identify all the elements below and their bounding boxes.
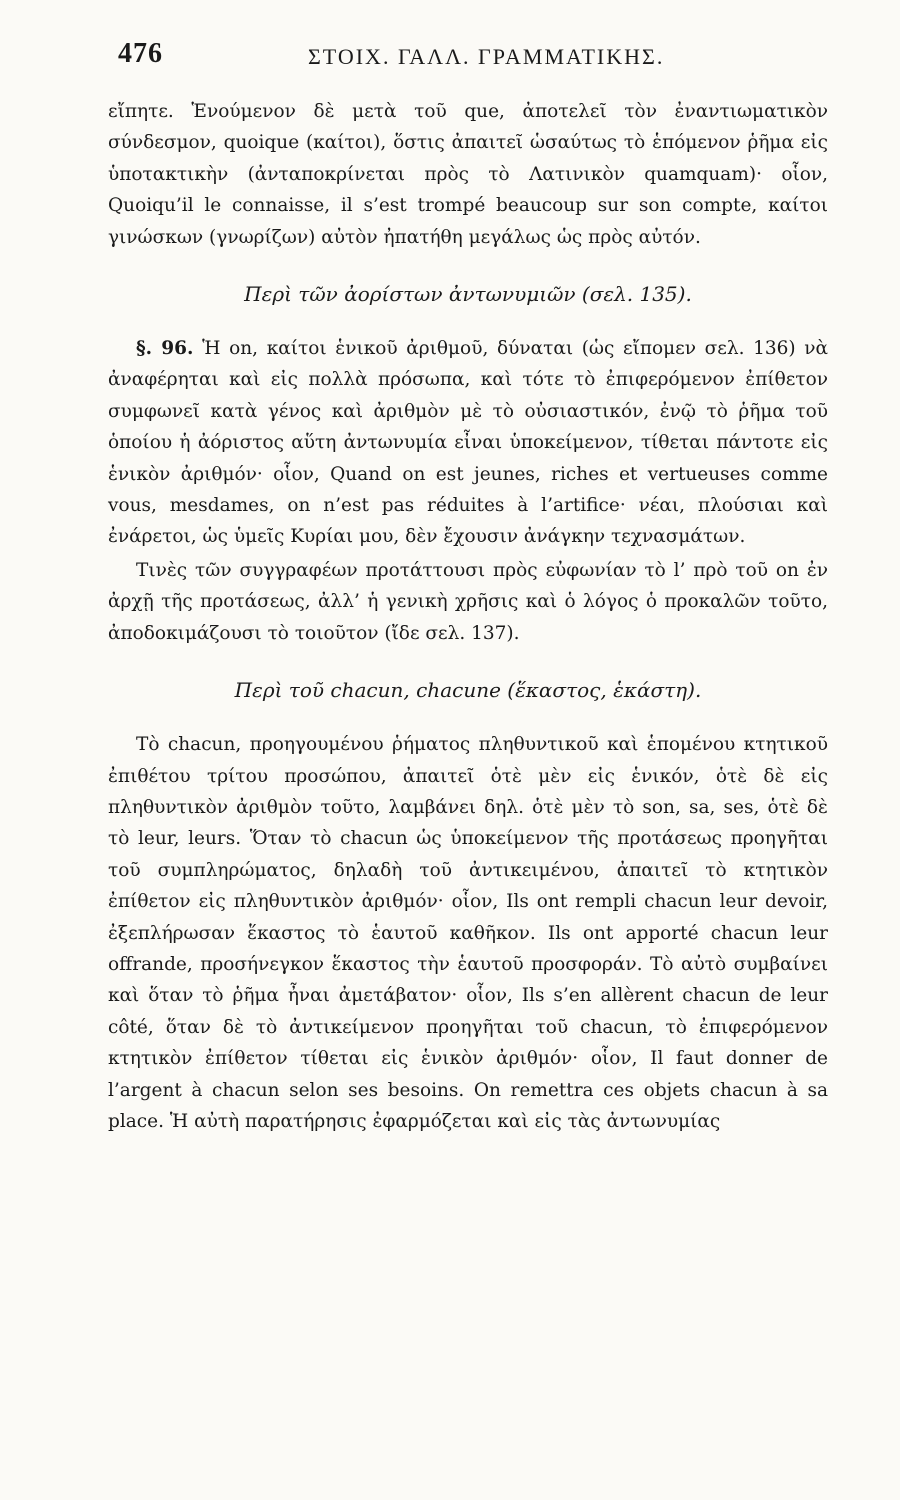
- heading-indefinite-pronouns: Περὶ τῶν ἀορίστων ἀντωνυμιῶν (σελ. 135).: [244, 282, 692, 307]
- section-number: §. 96.: [136, 338, 194, 360]
- paragraph-section-96-text: Ἡ on, καίτοι ἑνικοῦ ἀριθμοῦ, δύναται (ὡς εἴπομεν σελ. 136) νὰ ἀναφέρηται καὶ εἰς πολλὰ πρόσωπα, καὶ τότε τὸ ἐπιφερόμενον ἐπίθετον συμφωνεῖ κατὰ γένος καὶ ἀριθμὸν μὲ τὸ οὐσιαστικόν, ἐνῷ τὸ ῥῆμα τοῦ ὁποίου ἡ ἀόριστος αὕτη ἀντωνυμία εἶναι ὑποκείμενον, τίθεται πάντοτε εἰς ἑνικὸν ἀριθμόν· οἷον, Quand on est jeunes, riches et vertueuses comme vous, mesdames, on n’est pas réduites à l’artifice· νέαι, πλούσιαι καὶ ἐνάρετοι, ὡς ὑμεῖς Κυρίαι μου, δὲν ἔχουσιν ἀνάγκην τεχνασμάτων.: [108, 338, 828, 548]
- paragraph-chacun: Τὸ chacun, προηγουμένου ῥήματος πληθυντικοῦ καὶ ἑπομένου κτητικοῦ ἐπιθέτου τρίτου προσώπου, ἀπαιτεῖ ὁτὲ μὲν εἰς ἑνικόν, ὁτὲ δὲ εἰς πληθυντικὸν ἀριθμὸν τοῦτο, λαμβάνει δηλ. ὁτὲ μὲν τὸ son, sa, ses, ὁτὲ δὲ τὸ leur, leurs. Ὅταν τὸ chacun ὡς ὑποκείμενον τῆς προτάσεως προηγῆται τοῦ συμπληρώματος, δηλαδὴ τοῦ ἀντικειμένου, ἀπαιτεῖ τὸ κτητικὸν ἐπίθετον εἰς πληθυντικὸν ἀριθμόν· οἷον, Ils ont rempli chacun leur devoir, ἐξεπλήρωσαν ἕκαστος τὸ ἑαυτοῦ καθῆκον. Ils ont apporté chacun leur offrande, προσήνεγκον ἕκαστος τὴν ἑαυτοῦ προσφοράν. Τὸ αὐτὸ συμβαίνει καὶ ὅταν τὸ ῥῆμα ἦναι ἀμετάβατον· οἷον, Ils s’en allèrent chacun de leur côté, ὅταν δὲ τὸ ἀντικείμενον προηγῆται τοῦ chacun, τὸ ἐπιφερόμενον κτητικὸν ἐπίθετον τίθεται εἰς ἑνικὸν ἀριθμόν· οἷον, Il faut donner de l’argent à chacun selon ses besoins. On remettra ces objets chacun à sa place. Ἡ αὐτὴ παρατήρησις ἐφαρμόζεται καὶ εἰς τὰς ἀντωνυμίας: [108, 734, 828, 1132]
- paragraph-l-on: Τινὲς τῶν συγγραφέων προτάττουσι πρὸς εὐφωνίαν τὸ l’ πρὸ τοῦ on ἐν ἀρχῇ τῆς προτάσεως, ἀλλ’ ἡ γενικὴ χρῆσις καὶ ὁ λόγος ὁ προκαλῶν τοῦτο, ἀποδοκιμάζουσι τὸ τοιοῦτον (ἴδε σελ. 137).: [108, 559, 828, 644]
- page-number: 476: [118, 38, 163, 69]
- running-title: ΣΤΟΙΧ. ΓΑΛΛ. ΓΡΑΜΜΑΤΙΚΗΣ.: [308, 44, 665, 69]
- paragraph-quoique: εἴπητε. Ἑνούμενον δὲ μετὰ τοῦ que, ἀποτελεῖ τὸν ἐναντιωματικὸν σύνδεσμον, quoique (καίτοι), ὅστις ἀπαιτεῖ ὡσαύτως τὸ ἑπόμενον ῥῆμα εἰς ὑποτακτικὴν (ἀνταποκρίνεται πρὸς τὸ Λατινικὸν quamquam)· οἷον, Quoiqu’il le connaisse, il s’est trompé beaucoup sur son compte, καίτοι γινώσκων (γνωρίζων) αὐτὸν ἠπατήθη μεγάλως ὡς πρὸς αὐτόν.: [108, 101, 828, 248]
- paragraph-section-96: [108, 333, 828, 553]
- page-body: [108, 96, 828, 1137]
- running-head: [118, 38, 812, 78]
- heading-chacun: Περὶ τοῦ chacun, chacune (ἕκαστος, ἑκάστη).: [234, 678, 702, 703]
